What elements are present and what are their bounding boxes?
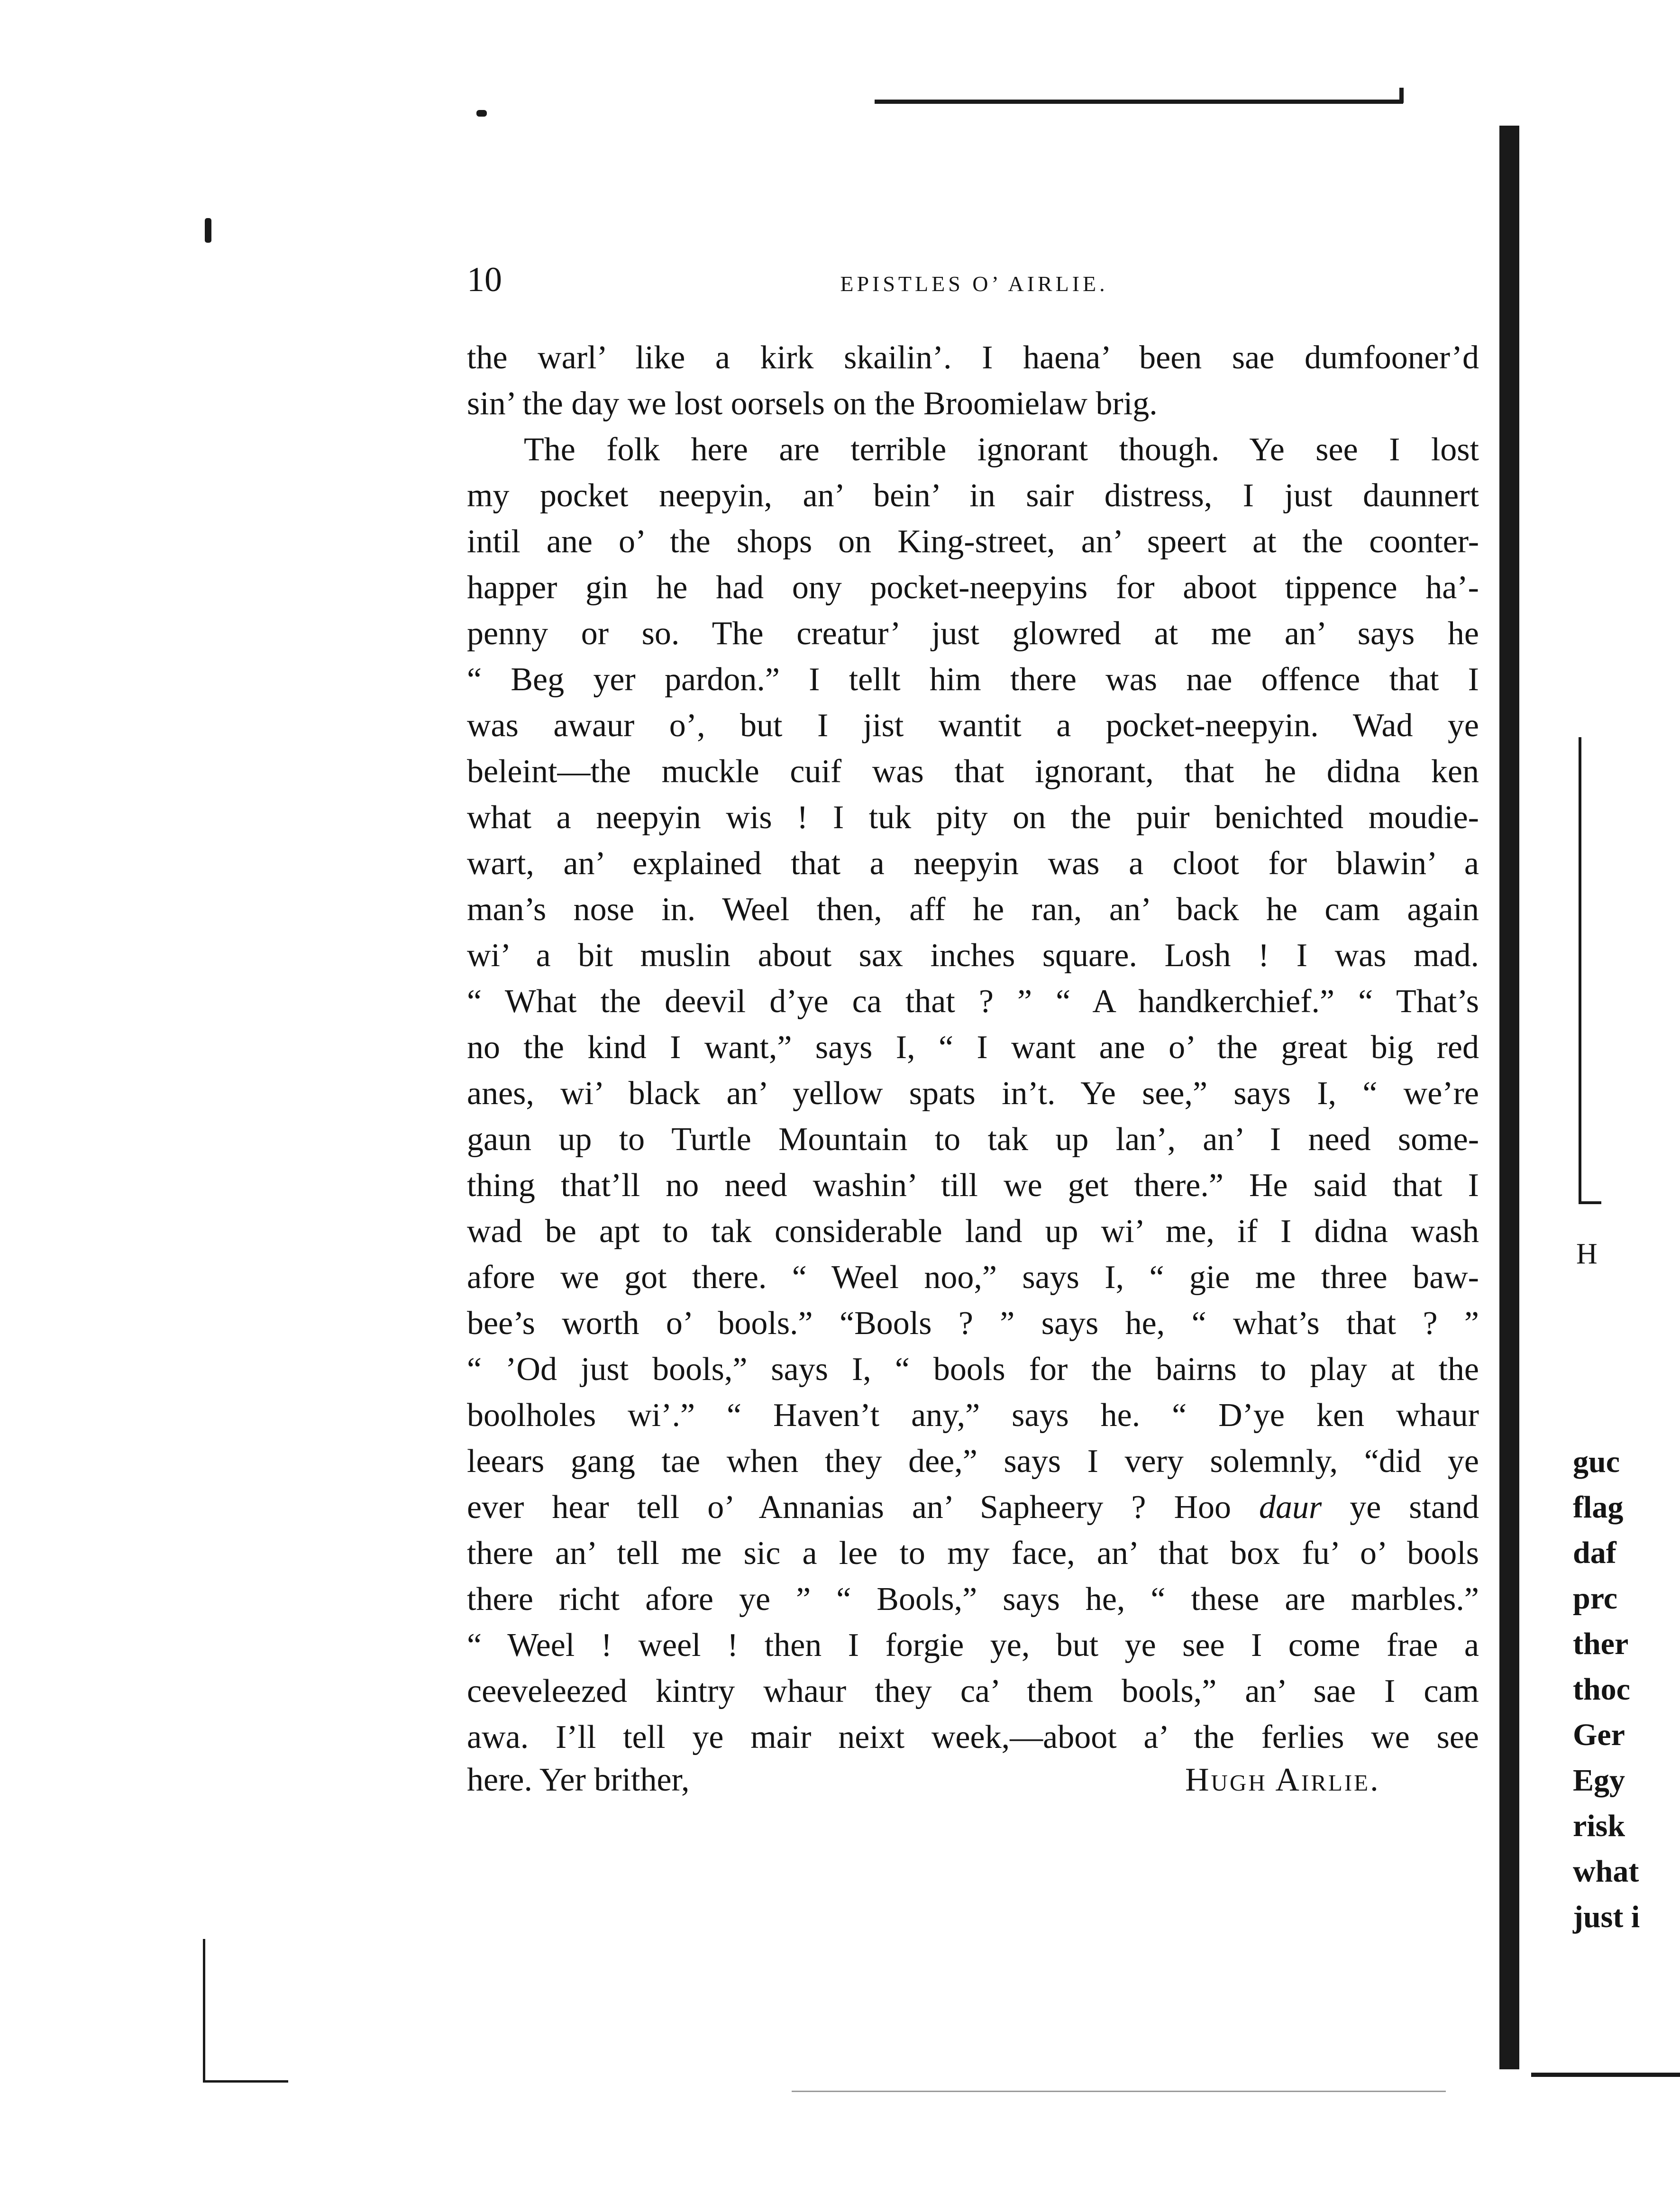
text-line: boolholes wi’.” “ Haven’t any,” says he. “ D’ye ken whaur [467, 1397, 1479, 1434]
scan-top-rule [875, 100, 1403, 104]
text-line: sin’ the day we lost oorsels on the Broomielaw brig. [467, 385, 1158, 422]
text-line: my pocket neepyin, an’ bein’ in sair distress, I just daunnert [467, 477, 1479, 514]
text-segment: ever hear tell o’ Annanias an’ Sapheery ? Hoo [467, 1489, 1231, 1526]
text-line: “ Weel ! weel ! then I forgie ye, but ye see I come frae a [467, 1627, 1479, 1664]
fragment: daf [1573, 1536, 1616, 1570]
fragment: guc [1573, 1444, 1620, 1479]
adjacent-page-heading: H [1576, 1238, 1598, 1270]
scan-bracket-vertical [1579, 737, 1581, 1204]
fragment: Egy [1573, 1763, 1625, 1798]
italic-word: daur [1259, 1489, 1322, 1526]
fragment: just i [1573, 1900, 1640, 1934]
text-line: bee’s worth o’ bools.” “Bools ? ” says he, “ what’s that ? ” [467, 1305, 1479, 1342]
scan-bracket-foot [1579, 1201, 1601, 1204]
text-line: anes, wi’ black an’ yellow spats in’t. Ye see,” says I, “ we’re [467, 1075, 1479, 1112]
text-line: there richt afore ye ” “ Bools,” says he, “ these are marbles.” [467, 1581, 1479, 1618]
scan-bottom-rule-left [203, 2080, 288, 2083]
scan-top-rule-end [1399, 88, 1404, 103]
fragment: thoc [1573, 1672, 1630, 1707]
closing-text: here. Yer brither, [467, 1762, 690, 1798]
text-line: awa. I’ll tell ye mair neixt week,—aboot a’ the ferlies we see [467, 1719, 1479, 1755]
body-text [467, 335, 1479, 1760]
text-line: was awaur o’, but I jist wantit a pocket-neepyin. Wad ye [467, 707, 1479, 744]
adjacent-page-fragments [1573, 1439, 1680, 1940]
fragment: prc [1573, 1581, 1618, 1616]
text-line: man’s nose in. Weel then, aff he ran, an’ back he cam again [467, 891, 1479, 928]
fragment: risk [1573, 1809, 1625, 1843]
scan-left-edge-line [203, 1939, 205, 2081]
text-line: afore we got there. “ Weel noo,” says I, “ gie me three baw- [467, 1259, 1479, 1296]
text-line: happer gin he had ony pocket-neepyins for aboot tippence ha’- [467, 569, 1479, 606]
scan-bottom-right-rule [1531, 2073, 1680, 2077]
text-line: “ ’Od just bools,” says I, “ bools for the bairns to play at the [467, 1351, 1479, 1388]
text-line: beleint—the muckle cuif was that ignorant, that he didna ken [467, 753, 1479, 790]
paragraph-start-line: The folk here are terrible ignorant though. Ye see I lost [524, 431, 1479, 468]
page-number: 10 [467, 260, 502, 299]
text-line: ceeveleezed kintry whaur they ca’ them bools,” an’ sae I cam [467, 1673, 1479, 1709]
fragment: flag [1573, 1490, 1624, 1525]
text-line: gaun up to Turtle Mountain to tak up lan’, an’ I need some- [467, 1121, 1479, 1158]
text-line: no the kind I want,” says I, “ I want ane o’ the great big red [467, 1029, 1479, 1066]
text-line: “ What the deevil d’ye ca that ? ” “ A handkerchief.” “ That’s [467, 983, 1479, 1020]
text-line: leears gang tae when they dee,” says I very solemnly, “did ye [467, 1443, 1479, 1480]
fragment: what [1573, 1854, 1639, 1889]
text-line: intil ane o’ the shops on King-street, an’ speert at the coonter- [467, 523, 1479, 560]
text-segment: ye stand [1322, 1489, 1479, 1526]
fragment: ther [1573, 1627, 1629, 1661]
text-line: thing that’ll no need washin’ till we get there.” He said that I [467, 1167, 1479, 1204]
text-line-with-italic [467, 1484, 1479, 1530]
text-line: what a neepyin wis ! I tuk pity on the puir benichted moudie- [467, 799, 1479, 836]
text-line: the warl’ like a kirk skailin’. I haena’ been sae dumfooner’d [467, 339, 1479, 376]
text-line: there an’ tell me sic a lee to my face, an’ that box fu’ o’ bools [467, 1535, 1479, 1572]
running-head: EPISTLES O’ AIRLIE. [840, 272, 1108, 296]
scan-bottom-rule [792, 2091, 1446, 2092]
scan-gutter-bar [1499, 126, 1519, 2069]
text-line: wart, an’ explained that a neepyin was a cloot for blawin’ a [467, 845, 1479, 882]
text-line: wi’ a bit muslin about sax inches square. Losh ! I was mad. [467, 937, 1479, 974]
fragment: Ger [1573, 1718, 1625, 1752]
text-line: wad be apt to tak considerable land up wi’ me, if I didna wash [467, 1213, 1479, 1250]
page-header [467, 258, 1481, 315]
author-signature: Hugh Airlie. [1185, 1762, 1380, 1798]
scan-top-dot [476, 110, 487, 117]
signature-line [467, 1757, 1479, 1803]
text-line: “ Beg yer pardon.” I tellt him there was nae offence that I [467, 661, 1479, 698]
text-line: penny or so. The creatur’ just glowred at me an’ says he [467, 615, 1479, 652]
scan-left-mark [205, 218, 211, 243]
